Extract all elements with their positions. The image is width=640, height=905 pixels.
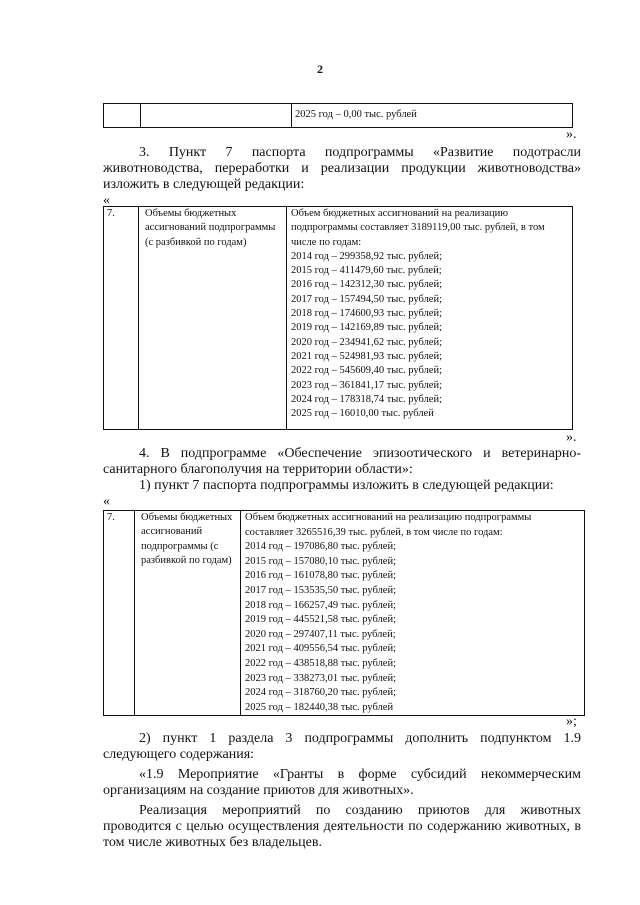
year-line: 2014 год – 197086,80 тыс. рублей; (245, 541, 397, 553)
item-4-sub-1: 1) пункт 7 паспорта подпрограммы изложить в следующей редакции: (139, 478, 554, 493)
year-line: 2024 год – 318760,20 тыс. рублей; (245, 687, 397, 699)
year-line: 2017 год – 153535,50 тыс. рублей; (245, 584, 397, 596)
closing-quote: ». (566, 430, 577, 445)
year-line: 2015 год – 157080,10 тыс. рублей; (245, 555, 397, 567)
row-content (287, 207, 573, 430)
year-line: 2017 год – 157494,50 тыс. рублей; (291, 293, 443, 305)
year-line: 2024 год – 178318,74 тыс. рублей; (291, 393, 443, 405)
budget-intro: Объем бюджетных ассигнований на реализацию подпрограммы составляет 3189119,00 тыс. рублей, в том числе по годам: (291, 208, 545, 248)
row-number: 7. (104, 207, 139, 430)
row-content (241, 511, 585, 716)
year-line: 2025 год – 182440,38 тыс. рублей (245, 701, 394, 713)
year-line: 2023 год – 338273,01 тыс. рублей; (245, 672, 397, 684)
year-line: 2016 год – 161078,80 тыс. рублей; (245, 570, 397, 582)
year-line: 2020 год – 234941,62 тыс. рублей; (291, 336, 443, 348)
year-line: 2019 год – 445521,58 тыс. рублей; (245, 614, 397, 626)
final-paragraph: Реализация мероприятий по созданию приютов для животных проводится с целью осуществления деятельности по содержанию животных, в том числе животных без владельцев. (103, 803, 581, 850)
year-line: 2018 год – 166257,49 тыс. рублей; (245, 599, 397, 611)
year-line: 2021 год – 524981,93 тыс. рублей; (291, 350, 443, 362)
item-4-text: 4. В подпрограмме «Обеспечение эпизоотического и ветеринарно-санитарного благополучия на территории области»: (103, 446, 581, 477)
table-item-4 (103, 510, 585, 716)
year-line: 2019 год – 142169,89 тыс. рублей; (291, 322, 443, 334)
opening-quote: « (103, 193, 110, 208)
year-line: 2020 год – 297407,11 тыс. рублей; (245, 628, 396, 640)
year-line: 2014 год – 299358,92 тыс. рублей; (291, 250, 443, 262)
year-line: 2021 год – 409556,54 тыс. рублей; (245, 643, 397, 655)
table-item-3 (103, 206, 573, 430)
year-line: 2022 год – 545609,40 тыс. рублей; (291, 365, 443, 377)
item-3-text: 3. Пункт 7 паспорта подпрограммы «Развитие подотрасли животноводства, переработки и реализации продукции животноводства» изложить в следующей редакции: (103, 145, 581, 192)
item-4-sub-2: 2) пункт 1 раздела 3 подпрограммы дополнить подпунктом 1.9 следующего содержания: (103, 731, 581, 762)
year-line: 2018 год – 174600,93 тыс. рублей; (291, 308, 443, 320)
year-line: 2022 год – 438518,88 тыс. рублей; (245, 657, 397, 669)
top-table-cell: 2025 год – 0,00 тыс. рублей (292, 104, 573, 128)
page-number: 2 (317, 62, 323, 76)
opening-quote: « (103, 494, 110, 509)
row-number: 7. (104, 511, 135, 716)
year-line: 2016 год – 142312,30 тыс. рублей; (291, 279, 443, 291)
closing-quote: ». (566, 127, 577, 142)
top-table (103, 103, 573, 128)
year-line: 2023 год – 361841,17 тыс. рублей; (291, 379, 443, 391)
year-line: 2025 год – 16010,00 тыс. рублей (291, 408, 434, 420)
row-label: Объемы бюджетных ассигнований подпрограммы (с разбивкой по годам) (139, 207, 287, 430)
budget-intro: Объем бюджетных ассигнований на реализацию подпрограммы составляет 3265516,39 тыс. рублей, в том числе по годам: (245, 512, 532, 538)
quoted-subitem: «1.9 Мероприятие «Гранты в форме субсидий некоммерческим организациям на создание приютов для животных». (103, 767, 581, 798)
closing-quote: »; (566, 714, 577, 729)
year-line: 2015 год – 411479,60 тыс. рублей; (291, 265, 442, 277)
row-label: Объемы бюджетных ассигнований подпрограммы (с разбивкой по годам) (135, 511, 241, 716)
